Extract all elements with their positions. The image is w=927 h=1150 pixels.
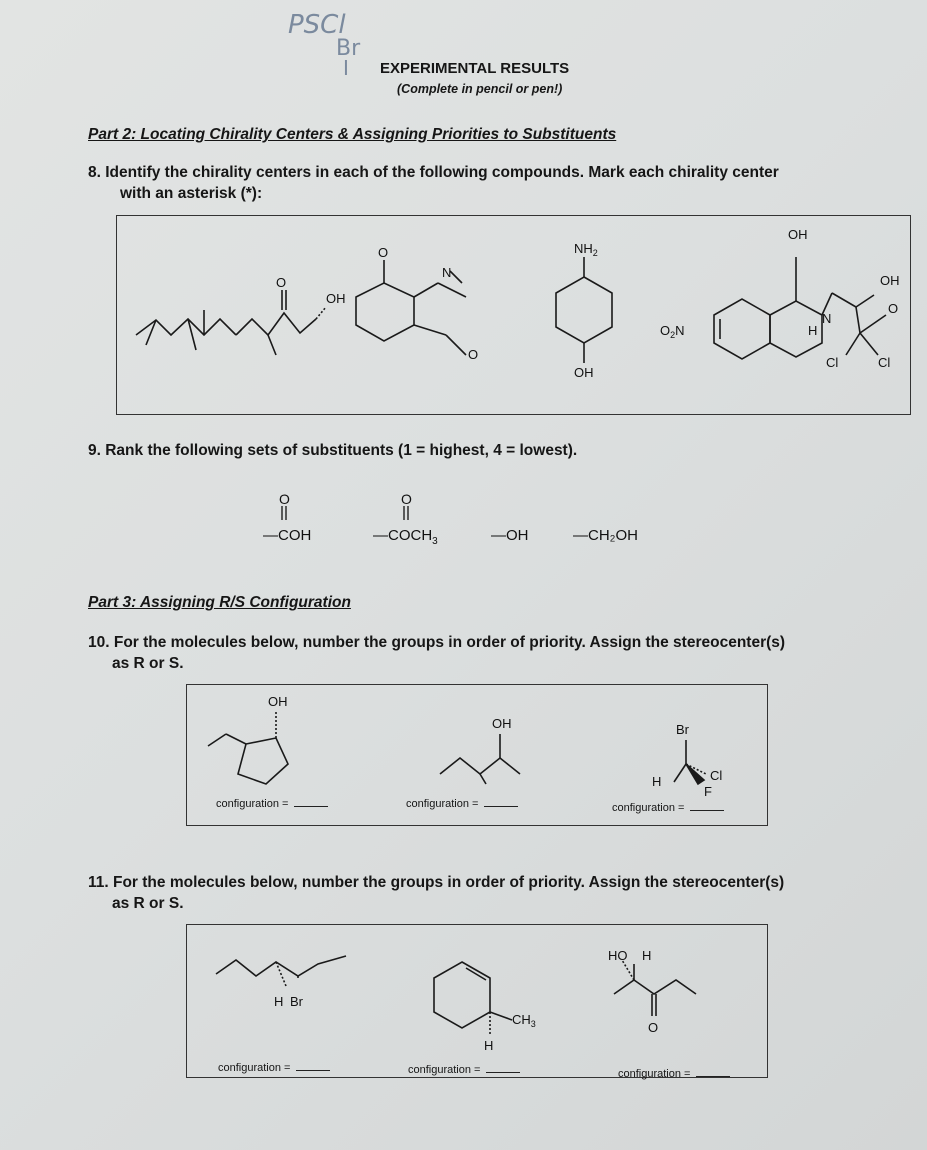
q11-config-1[interactable]: configuration =	[218, 1060, 330, 1074]
handwriting-i: I	[343, 56, 349, 80]
q10-line1: 10. For the molecules below, number the groups in order of priority. Assign the stereocenter(s)	[88, 634, 786, 651]
part3-heading: Part 3: Assigning R/S Configuration	[88, 594, 351, 611]
q11-label-h2: H	[484, 1038, 494, 1053]
handwriting-pscl: PSCl	[288, 10, 346, 40]
page-subtitle: (Complete in pencil or pen!)	[397, 82, 563, 96]
q9-sub-oh: —OH	[491, 527, 529, 544]
q10-line2: as R or S.	[112, 655, 184, 672]
part2-heading: Part 2: Locating Chirality Centers & Assigning Priorities to Substituents	[88, 126, 617, 143]
q8-label-o2n: $O_2N$	[660, 323, 685, 340]
q8-label-o3: O	[468, 347, 479, 362]
q11-structures	[186, 924, 768, 1078]
q8-label-n2: N	[822, 311, 832, 326]
q9-o-1: O	[279, 491, 290, 507]
q9-o-2: O	[401, 491, 412, 507]
q11-config-3[interactable]: configuration =	[618, 1066, 730, 1080]
q9-substituents	[255, 488, 675, 548]
q10-label-h: H	[652, 774, 662, 789]
q8-line1: 8. Identify the chirality centers in each of the following compounds. Mark each chirality center	[88, 164, 779, 181]
q8-label-o2: O	[378, 245, 389, 260]
q9-sub-ch2oh: —CH₂OH	[573, 527, 638, 544]
handwriting-br: Br	[336, 36, 361, 61]
q11-label-o: O	[648, 1020, 659, 1035]
q10-config-1[interactable]: configuration =	[216, 796, 328, 810]
q8-line2: with an asterisk (*):	[120, 185, 263, 202]
q10-label-f: F	[704, 784, 712, 799]
page-title: EXPERIMENTAL RESULTS	[380, 60, 570, 77]
q11-label-ch3: $CH_3$	[512, 1012, 536, 1029]
q10-label-oh: OH	[268, 694, 288, 709]
q8-label-n: N	[442, 265, 452, 280]
q10-config-3[interactable]: configuration =	[612, 800, 724, 814]
q9-text: 9. Rank the following sets of substituents (1 = highest, 4 = lowest).	[88, 442, 578, 459]
q10-label-br: Br	[676, 722, 689, 737]
q11-config-2[interactable]: configuration =	[408, 1062, 520, 1076]
q8-label-oh3: OH	[788, 227, 808, 242]
q11-label-h3: H	[642, 948, 652, 963]
q10-label-cl: Cl	[710, 768, 723, 783]
q8-structures	[116, 215, 911, 415]
q8-label-oh4: OH	[880, 273, 900, 288]
q8-label-oh2: OH	[574, 365, 594, 380]
q8-label-cl: Cl	[826, 355, 839, 370]
q11-label-br: Br	[290, 994, 303, 1009]
q8-label-oh: OH	[326, 291, 346, 306]
q10-config-2[interactable]: configuration =	[406, 796, 518, 810]
q8-label-o: O	[276, 275, 287, 290]
q8-label-cl2: Cl	[878, 355, 891, 370]
q11-label-h: H	[274, 994, 284, 1009]
q9-sub-cooh: —COH	[263, 527, 312, 544]
q11-line2: as R or S.	[112, 895, 184, 912]
q9-sub-coch3: $—COCH_3$	[373, 527, 438, 547]
q8-label-o4: O	[888, 301, 899, 316]
q8-label-h: H	[808, 323, 818, 338]
q11-line1: 11. For the molecules below, number the groups in order of priority. Assign the stereocenter(s)	[88, 874, 785, 891]
q11-label-ho: HO	[608, 948, 628, 963]
q8-label-nh2: $NH_2$	[574, 241, 598, 258]
q10-label-oh2: OH	[492, 716, 512, 731]
